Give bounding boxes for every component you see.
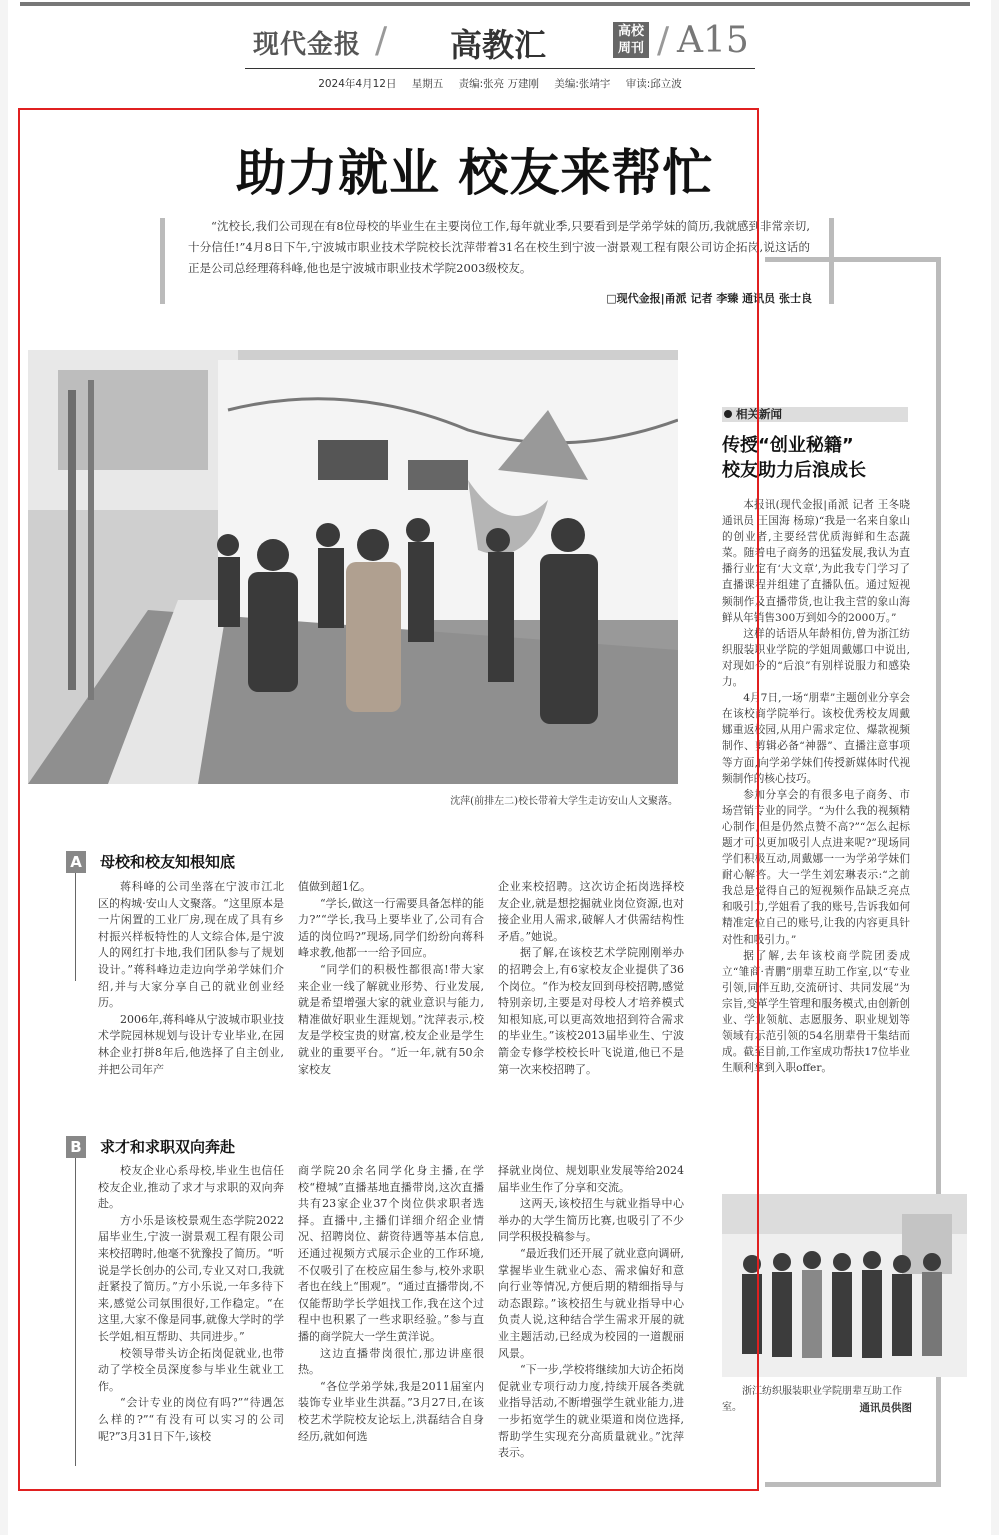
- section-a-column-2: [298, 879, 484, 1091]
- article-headline: 助力就业 校友来帮忙: [236, 144, 714, 202]
- paragraph: “各位学弟学妹,我是2011届室内装饰专业毕业生洪磊。”3月27日,在该校艺术学院校友论坛上,洪磊结合自身经历,就如何选: [298, 1379, 484, 1443]
- paragraph: “下一步,学校将继续加大访企拓岗促就业专项行动力度,持续开展各类就业指导活动,不断增强学生就业能力,进一步拓宽学生的就业渠道和岗位选择,帮助学生实现充分高质量就业。”沈萍表示。: [498, 1363, 684, 1460]
- paragraph: 这两天,该校招生与就业指导中心举办的大学生简历比赛,也吸引了不少同学积极投稿参与。: [498, 1197, 684, 1244]
- main-photo: [28, 350, 678, 784]
- issue-weekday: 星期五: [411, 78, 444, 90]
- sidebar-photo-illustration: [722, 1194, 967, 1377]
- article-lead: “沈校长,我们公司现在有8位母校的毕业生在主要岗位工作,每年就业季,只要看到是学弟学妹的简历,我就感到非常亲切,十分信任!”4月8日下午,宁波城市职业技术学院校长沈萍带着31名在校生到宁波一澍景观工程有限公司访企拓岗,说这话的正是公司总经理蒋科峰,他也是宁波城市职业技术学院2003级校友。: [188, 219, 810, 275]
- section-b-label: B: [66, 1136, 86, 1158]
- article-byline: □现代金报|甬派 记者 李臻 通讯员 张士良: [606, 292, 812, 305]
- sidebar-title-line-2: 校友助力后浪成长: [722, 460, 866, 481]
- sidebar-title-line-1: 传授“创业秘籍”: [722, 435, 854, 456]
- sidebar-caption-text: 浙江纺织服装职业学院朋辈互助工作室。: [722, 1386, 902, 1413]
- masthead-rule: [245, 68, 755, 69]
- paragraph: 据了解,在该校艺术学院刚刚举办的招聘会上,有6家校友企业提供了36个岗位。“作为校友回到母校招聘,感觉特别亲切,主要是对母校人才培养模式知根知底,可以更高效地招到符合需求的毕业生。”该校2013届毕业生、宁波箭金专修学校校长叶飞说道,他已不是第一次来校招聘了。: [498, 946, 684, 1076]
- sidebar-body: [722, 497, 910, 1177]
- masthead-divider: /: [375, 20, 388, 61]
- section-a-column-1: [98, 879, 284, 1091]
- paragraph: 商学院20余名同学化身主播,在学校“橙城”直播基地直播带岗,这次直播共有23家企业37个岗位供求职者选择。直播中,主播们详细介绍企业情况、招聘岗位、薪资待遇等基本信息,还通过视频方式展示企业的工作环境,不仅吸引了在校应届生参与,校外求职者也在线上“围观”。“通过直播带岗,不仅能帮助学长学姐找工作,我在这个过程中也积累了一些求职经验。”参与直播的商学院大一学生黄洋说。: [298, 1164, 484, 1343]
- paragraph: 企业来校招聘。这次访企拓岗选择校友企业,就是想挖掘就业岗位资源,也对接企业用人需求,破解人才供需结构性矛盾。”她说。: [498, 880, 684, 943]
- paragraph: 校友企业心系母校,毕业生也信任校友企业,推动了求才与求职的双向奔赴。: [98, 1164, 284, 1211]
- sidebar-photo: [722, 1194, 967, 1377]
- main-photo-illustration: [28, 350, 678, 784]
- masthead-divider-2: /: [657, 20, 670, 61]
- reviewer: 审读:邱立波: [625, 78, 682, 90]
- sidebar-title: [722, 433, 922, 483]
- sidebar-photo-caption: [722, 1384, 912, 1416]
- related-news-label: 相关新闻: [736, 407, 782, 421]
- lead-bar-left: [160, 218, 165, 304]
- paragraph: 方小乐是该校景观生态学院2022届毕业生,宁波一澍景观工程有限公司来校招聘时,他毫不犹豫投了简历。“听说是学长创办的公司,专业又对口,我就赶紧投了简历。”方小乐说,一年多待下来,感觉公司氛围很好,工作稳定。“在这里,大家不像是同事,就像大学时的学长学姐,相互帮助、共同进步。”: [98, 1213, 284, 1343]
- paragraph: 校领导带头访企拓岗促就业,也带动了学校全员深度参与毕业生就业工作。: [98, 1346, 284, 1393]
- issue-date: 2024年4月12日: [318, 78, 397, 90]
- section-b-column-3: [498, 1163, 684, 1473]
- paragraph: 本报讯(现代金报|甬派 记者 王冬晓 通讯员 王国海 杨琼)“我是一名来自象山的创业者,主要经营优质海鲜和生态蔬菜。随着电子商务的迅猛发展,我认为直播行业定有‘大文章’,为此我专门学习了直播课程并组建了直播队伍。通过短视频制作及直播带货,也让我主营的象山海鲜从年销售300万到如今的2000万。”: [722, 499, 910, 624]
- section-a-title: 母校和校友知根知底: [100, 853, 236, 871]
- paragraph: 参加分享会的有很多电子商务、市场营销专业的同学。“为什么我的视频精心制作,但是仍然点赞不高?”“怎么起标题才可以更加吸引人点进来呢?”现场同学们积极互动,周戴娜一一为学弟学妹们耐心解答。大一学生刘宏琳表示:“之前我总是觉得自己的短视频作品缺乏亮点和吸引力,学姐看了我的账号,告诉我如何精准定位自己的账号,让我的内容更具针对性和吸引力。”: [722, 788, 910, 946]
- weekly-badge: 高校周刊: [613, 22, 649, 58]
- paragraph: 值做到超1亿。: [298, 880, 371, 893]
- editors: 责编:张亮 万建刚: [458, 78, 540, 90]
- section-b-column-1: [98, 1163, 284, 1473]
- section-name: 高教汇: [450, 26, 547, 64]
- paragraph: 择就业岗位、规划职业发展等给2024届毕业生作了分享和交流。: [498, 1164, 684, 1194]
- section-b-column-2: [298, 1163, 484, 1473]
- section-a-label: A: [66, 851, 86, 873]
- paragraph: “会计专业的岗位有吗?”“待遇怎么样的?”“有没有可以实习的公司呢?”3月31日下午,该校: [98, 1396, 284, 1443]
- dateline: [245, 76, 755, 91]
- lead-bar-right: [829, 218, 834, 304]
- paragraph: 4月7日,一场“朋辈”主题创业分享会在该校商学院举行。该校优秀校友周戴娜重返校园,从用户需求定位、爆款视频制作、剪辑必备“神器”、直播注意事项等方面,向学弟学妹们传授新媒体时代视频制作的核心技巧。: [722, 692, 910, 785]
- paragraph: “最近我们还开展了就业意向调研,掌握毕业生就业心态、需求偏好和意向行业等情况,方便后期的精细指导与动态跟踪。”该校招生与就业指导中心负责人说,这种结合学生需求开展的就业主题活动,已经成为校园的一道靓丽风景。: [498, 1246, 684, 1360]
- designer: 美编:张靖宇: [554, 78, 611, 90]
- page-number: A15: [677, 20, 749, 61]
- top-rule: [20, 2, 970, 6]
- photo-credit: 通讯员供图: [859, 1402, 912, 1414]
- paragraph: 据了解,去年该校商学院团委成立“雏商·青鹏”朋辈互助工作室,以“专业引领,同伴互助,交流研讨、共同发展”为宗旨,变革学生管理和服务模式,由创新创业、学业领航、志愿服务、职业规划等领域有示范引领的54名朋辈骨干集结而成。截至目前,工作室成功帮扶17位毕业生顺利拿到入职offer。: [722, 949, 910, 1075]
- main-photo-caption: 沈萍(前排左二)校长带着大学生走访安山人文聚落。: [450, 796, 678, 807]
- paragraph: 这边直播带岗很忙,那边讲座很热。: [298, 1346, 484, 1377]
- paragraph: “学长,做这一行需要具备怎样的能力?”“学长,我马上要毕业了,公司有合适的岗位吗?”现场,同学们纷纷向蒋科峰求教,他都一一给予回应。: [298, 896, 484, 960]
- related-news-tag: [722, 407, 908, 422]
- paragraph: 蒋科峰的公司坐落在宁波市江北区的构城·安山人文聚落。“这里原本是一片闲置的工业厂房,现在成了具有乡村振兴样板特性的人文综合体,是宁波人的网红打卡地,我们团队参与了规划设计。”蒋科峰边走边向学弟学妹们介绍,并与大家分享自己的就业创业经历。: [98, 880, 284, 1010]
- masthead: [245, 18, 755, 66]
- section-b-title: 求才和求职双向奔赴: [100, 1138, 236, 1156]
- paper-name: 现代金报: [253, 30, 362, 60]
- paragraph: “同学们的积极性都很高!带大家来企业一线了解就业形势、行业发展,就是希望增强大家的就业意识与能力,精准做好职业生涯规划。”沈萍表示,校友是学校宝贵的财富,校友企业是学生就业的重要平台。“近一年,就有50余家校友: [298, 962, 484, 1076]
- paragraph: 2006年,蒋科峰从宁波城市职业技术学院园林规划与设计专业毕业,在园林企业打拼8年后,他选择了自主创业,并把公司年产: [98, 1012, 284, 1076]
- section-a-column-3: [498, 879, 684, 1091]
- section-a-rule: [75, 873, 76, 981]
- bullet-icon: [724, 410, 732, 418]
- section-b-rule: [75, 1158, 76, 1466]
- paragraph: 这样的话语从年龄相仿,曾为浙江纺织服装职业学院的学姐周戴娜口中说出,对现如今的“后浪”有别样说服力和感染力。: [722, 627, 910, 689]
